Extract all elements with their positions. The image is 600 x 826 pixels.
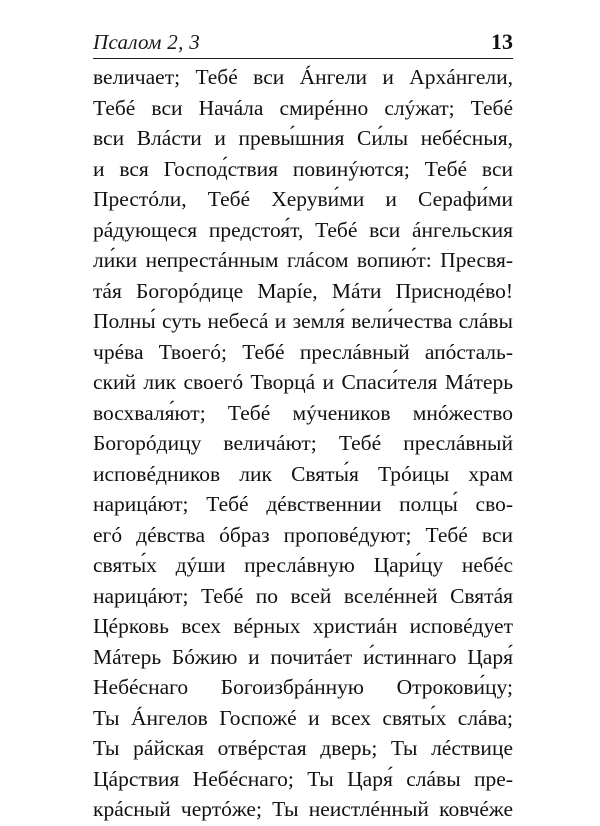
page-number: 13 <box>491 29 513 54</box>
text-line: чрéва Твоегó; Тебé преслáвный апóсталь- <box>93 339 513 364</box>
text-line: исповéдников лик Святы́я Трóицы храм <box>93 461 513 486</box>
text-line: и вся Господ́ствия повинýются; Тебé вси <box>93 156 513 181</box>
text-line: нарицáют; Тебé дéвственнии полцы́ сво- <box>93 492 513 516</box>
text-line: ли́ки непрестáнным глáсом вопию́т: Пресвя- <box>93 248 513 272</box>
body-text <box>93 60 513 823</box>
text-line: крáсный чертóже; Ты неистлéнный ковчéже <box>93 797 513 821</box>
text-line: ский лик своегó Творцá и Спаси́теля Мáтерь <box>93 370 513 394</box>
text-line: Полны́ суть небесá и земля́ вели́чества слáвы <box>93 309 513 333</box>
text-line: святы́х дýши преслáвную Цари́цу небéс <box>93 553 513 577</box>
text-line: величает; Тебé вси Áнгели и Архáнгели, <box>93 65 513 89</box>
text-line: Небéснаго Богоизбрáнную Отрокови́цу; <box>93 675 513 699</box>
text-line: тáя Богорóдице Марíе, Мáти Приснодéво! <box>93 278 513 303</box>
text-line: Ты рáйская отвéрстая дверь; Ты лéствице <box>93 736 513 760</box>
text-line: восхваля́ют; Тебé мýчеников мнóжество <box>93 400 513 425</box>
text-line: Ты Áнгелов Госпожé и всех святы́х слáва; <box>93 705 513 730</box>
text-line: вси Влáсти и превы́шния Си́лы небéсныя, <box>93 126 513 150</box>
text-line: Престóли, Тебé Херуви́ми и Серафи́ми <box>93 187 513 211</box>
text-line: рáдующеся предстоя́т, Тебé вси áнгельския <box>93 217 513 242</box>
text-line: Богорóдицу величáют; Тебé преслáвный <box>93 431 513 455</box>
text-line: нарицáют; Тебé по всей вселéнней Святáя <box>93 583 513 608</box>
text-line: егó дéвства óбраз проповéдуют; Тебé вси <box>93 522 513 547</box>
text-line: Тебé вси Начáла смирéнно слýжат; Тебé <box>93 95 513 120</box>
text-line: Цéрковь всех вéрных христиáн исповéдует <box>93 614 513 638</box>
running-head <box>93 26 513 56</box>
header-rule <box>93 58 513 59</box>
text-line: Мáтерь Бóжию и почитáет и́стиннаго Царя́ <box>93 644 513 669</box>
running-title: Псалом 2, 3 <box>93 30 201 54</box>
text-line: Цáрствия Небéснаго; Ты Царя́ слáвы пре- <box>93 766 513 791</box>
